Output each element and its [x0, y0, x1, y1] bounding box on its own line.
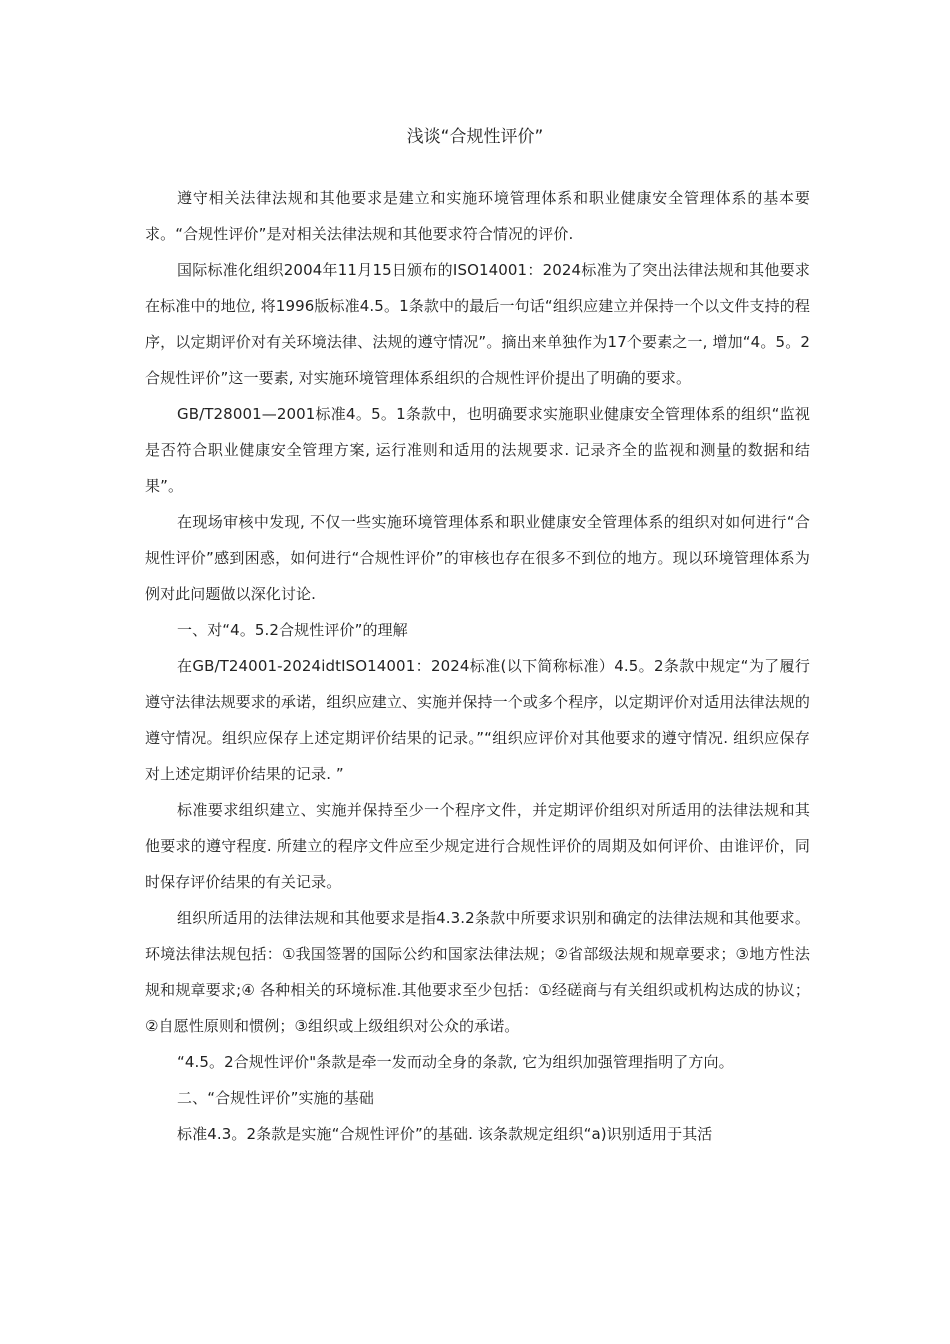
paragraph-applicable-laws: 组织所适用的法律法规和其他要求是指4.3.2条款中所要求识别和确定的法律法规和其他要求。环境法律法规包括：①我国签署的国际公约和国家法律法规；②省部级法规和规章要求；③地方性法规和规章要求;④ 各种相关的环境标准.其他要求至少包括：①经磋商与有关组织或机构达成的协议；②自愿性原则和惯例；③组织或上级组织对公众的承诺。 [145, 909, 810, 1035]
document-title: 浅谈“合规性评价” [406, 127, 544, 147]
document-body [145, 180, 810, 1152]
paragraph-clause-importance: “4.5。2合规性评价"条款是牵一发而动全身的条款, 它为组织加强管理指明了方向。 [177, 1053, 734, 1071]
paragraph-foundation: 标准4.3。2条款是实施“合规性评价”的基础. 该条款规定组织“a)识别适用于其活 [177, 1125, 713, 1143]
paragraph-procedure-requirements: 标准要求组织建立、实施并保持至少一个程序文件，并定期评价组织对所适用的法律法规和其他要求的遵守程度. 所建立的程序文件应至少规定进行合规性评价的周期及如何评价、由谁评价，同时保存评价结果的有关记录。 [145, 801, 810, 891]
paragraph-iso-background: 国际标准化组织2004年11月15日颁布的ISO14001：2024标准为了突出法律法规和其他要求在标准中的地位, 将1996版标准4.5。1条款中的最后一句话“组织应建立并保持一个以文件支持的程序，以定期评价对有关环境法律、法规的遵守情况”。摘出来单独作为17个要素之一, 增加“4。5。2合规性评价”这一要素, 对实施环境管理体系组织的合规性评价提出了明确的要求。 [145, 261, 810, 387]
section-heading-2: 二、“合规性评价”实施的基础 [177, 1089, 374, 1107]
paragraph-gbt28001: GB/T28001—2001标准4。5。1条款中，也明确要求实施职业健康安全管理体系的组织“监视是否符合职业健康安全管理方案, 运行准则和适用的法规要求. 记录齐全的监视和测量的数据和结果”。 [145, 405, 810, 495]
paragraph-standard-clause: 在GB/T24001-2024idtISO14001：2024标准(以下简称标准）4.5。2条款中规定“为了履行遵守法律法规要求的承诺，组织应建立、实施并保持一个或多个程序，以定期评价对适用法律法规的遵守情况。组织应保存上述定期评价结果的记录。”“组织应评价对其他要求的遵守情况. 组织应保存对上述定期评价结果的记录. ” [145, 657, 810, 783]
section-heading-1: 一、对“4。5.2合规性评价”的理解 [177, 621, 408, 639]
paragraph-intro: 遵守相关法律法规和其他要求是建立和实施环境管理体系和职业健康安全管理体系的基本要求。“合规性评价”是对相关法律法规和其他要求符合情况的评价. [145, 189, 810, 243]
paragraph-audit-findings: 在现场审核中发现, 不仅一些实施环境管理体系和职业健康安全管理体系的组织对如何进行“合规性评价”感到困惑，如何进行“合规性评价”的审核也存在很多不到位的地方。现以环境管理体系为例对此问题做以深化讨论. [145, 513, 810, 603]
